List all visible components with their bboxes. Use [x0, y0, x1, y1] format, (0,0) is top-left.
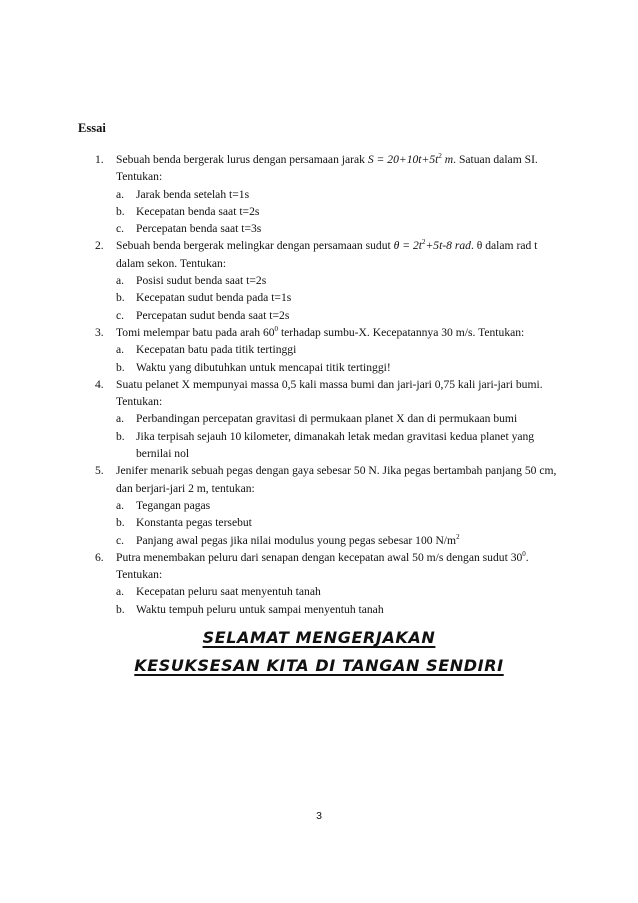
subquestion-item: c. Percepatan sudut benda saat t=2s [116, 308, 290, 322]
subquestion-list [116, 583, 565, 618]
subquestion-list [116, 272, 565, 324]
closing-line-1: SELAMAT MENGERJAKAN [202, 628, 436, 647]
question-number: 5. [95, 464, 104, 478]
question-text: Suatu pelanet X mempunyai massa 0,5 kali massa bumi dan jari-jari 0,75 kali jari-jari bumi. Tentukan: [116, 377, 543, 409]
equation: S = 20+10t+5t [367, 153, 439, 166]
question-number: 1. [95, 153, 104, 166]
page-number: 3 [316, 810, 322, 822]
subquestion-item: a. Tegangan pagas [116, 498, 211, 512]
subquestion-list [116, 410, 565, 462]
subquestion-item: c. Percepatan benda saat t=3s [116, 222, 262, 236]
subquestion-list [116, 341, 565, 376]
subquestion-item: a. Kecepatan batu pada titik tertinggi [116, 343, 297, 357]
subquestion-item: b. Konstanta pegas tersebut [116, 516, 252, 530]
subquestion-item: b. Waktu tempuh peluru untuk sampai menyentuh tanah [116, 602, 384, 616]
subquestion-item: a. Kecepatan peluru saat menyentuh tanah [116, 585, 321, 599]
subquestion-item: a. Perbandingan percepatan gravitasi di permukaan planet X dan di permukaan bumi [116, 412, 518, 426]
question-number: 6. [95, 550, 104, 564]
question-text: Tomi melempar batu pada arah $60^0$ terhadap sumbu-X. Kecepatannya 30 m/s. Tentukan: [116, 324, 525, 339]
question-text: Sebuah benda bergerak lurus dengan persamaan jarak $S = 20+10t+5t^2$ m. Satuan dalam SI. Tentukan: [116, 152, 538, 184]
question-item [95, 151, 565, 237]
subquestion-list [116, 497, 565, 549]
subquestion-item: b. Waktu yang dibutuhkan untuk mencapai titik tertinggi! [116, 360, 391, 374]
subquestion-item: b. Jika terpisah sejauh 10 kilometer, dimanakah letak medan gravitasi kedua planet yang bernilai nol [116, 429, 535, 461]
question-text: Jenifer menarik sebuah pegas dengan gaya sebesar 50 N. Jika pegas bertambah panjang 50 cm, dan berjari-jari 2 m, tentukan: [116, 464, 557, 495]
question-item [95, 324, 565, 376]
subquestion-item: a. Jarak benda setelah t=1s [116, 187, 250, 201]
question-item [95, 237, 565, 323]
question-item [95, 376, 565, 462]
equation: θ = 2t [393, 239, 422, 253]
subquestion-list [116, 186, 565, 238]
question-item [95, 549, 565, 618]
question-number: 3. [95, 325, 104, 339]
closing-line-2: KESUKSESAN KITA DI TANGAN SENDIRI [134, 656, 504, 675]
question-item [95, 462, 565, 548]
subquestion-item: b. Kecepatan benda saat t=2s [116, 204, 260, 218]
subquestion-item: b. Kecepatan sudut benda pada t=1s [116, 291, 292, 305]
question-number: 2. [95, 239, 104, 253]
subquestion-item: a. Posisi sudut benda saat t=2s [116, 274, 267, 288]
section-heading: Essai [78, 121, 106, 135]
question-text: Sebuah benda bergerak melingkar dengan persamaan sudut $\theta = 2t^2+5t-8$ rad. θ dalam rad t dalam sekon. Tentukan: [116, 238, 538, 270]
subquestion-item: c. Panjang awal pegas jika nilai modulus young pegas sebesar 100 $N/m^2$ [116, 532, 460, 547]
question-number: 4. [95, 377, 104, 391]
question-text: Putra menembakan peluru dari senapan dengan kecepatan awal 50 m/s dengan sudut $30^0$. Tentukan: [116, 549, 529, 582]
question-list [95, 151, 565, 618]
